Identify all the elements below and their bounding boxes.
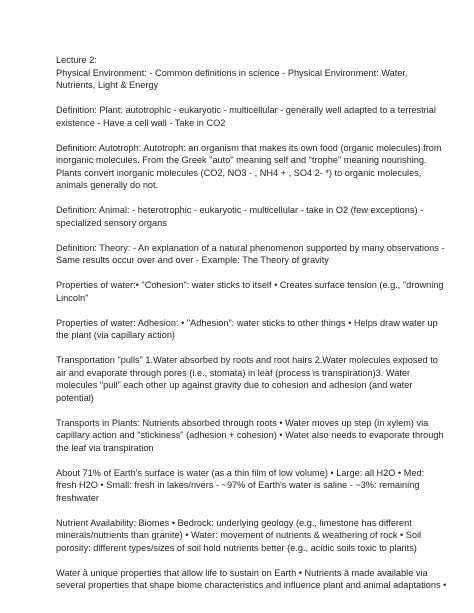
paragraph-definition-theory <box>56 242 445 267</box>
text-line: specialized sensory organs <box>56 217 167 228</box>
paragraph-gap <box>56 404 426 417</box>
text-line: minerals/nutrients than granite) • Water: movement of nutrients & weathering of rock • Soil <box>56 530 422 540</box>
text-line: the plant (via capillary action) <box>56 330 175 340</box>
text-line: Transportation "pulls" 1.Water absorbed by roots and root hairs 2.Water molecules exposed to <box>56 355 438 365</box>
text-line: fresh H2O • Small: fresh in lakes/rivers - ~97% of Earth's water is saline - ~3%: remaining <box>56 480 420 490</box>
paragraph-gap <box>56 342 426 355</box>
text-line: existence - Have a cell wall - Take in CO2 <box>56 117 226 128</box>
text-line: Plants convert inorganic molecules (CO2, NO3 - , NH4 + , SO4 2- *) to organic molecules, <box>56 167 422 178</box>
paragraph-adhesion <box>56 317 438 342</box>
paragraph-definition-autotroph <box>56 142 442 192</box>
text-line: several properties that shape biome characteristics and influence plant and animal adaptations • <box>56 580 447 590</box>
text-line: Definition: Animal: - heterotrophic - eukaryotic - multicellular - take in O2 (few exceptions) - <box>56 205 424 215</box>
text-line: Definition: Autotroph: Autotroph: an organism that makes its own food (organic molecules) from <box>56 142 442 153</box>
text-line: inorganic molecules. From the Greek "auto" meaning self and "trophe" meaning nourishing. <box>56 155 427 165</box>
text-line: potential) <box>56 392 94 403</box>
paragraph-water-summary <box>56 567 447 592</box>
text-line: Same results occur over and over - Example: The Theory of gravity <box>56 255 329 265</box>
text-line: animals generally do not. <box>56 180 159 190</box>
text-line: Properties of water: Adhesion: • "Adhesion": water sticks to other things • Helps draw water up <box>56 317 438 328</box>
text-line: the leaf via transpiration <box>56 442 154 453</box>
text-line: freshwater <box>56 492 99 503</box>
text-line: Definition: Plant: autotrophic - eukaryotic - multicellular - generally well adapted to a terrestrial <box>56 105 436 115</box>
paragraph-gap <box>56 554 426 567</box>
paragraph-transportation-pulls <box>56 354 438 404</box>
text-line: porosity: different types/sizes of soil hold nutrients better (e.g., acidic soils toxic to plants) <box>56 542 417 553</box>
paragraph-gap <box>56 267 426 280</box>
paragraph-earth-water <box>56 467 426 505</box>
text-line: Lecture 2: <box>56 55 97 65</box>
text-line: Lincoln" <box>56 292 89 303</box>
paragraph-definition-animal <box>56 204 426 229</box>
text-line: Water â unique properties that allow life to sustain on Earth • Nutrients â made available via <box>56 567 428 578</box>
text-line: About 71% of Earth's surface is water (as a thin film of low volume) • Large: all H2O • Med: <box>56 467 425 478</box>
text-line: Physical Environment: - Common definitions in science - Physical Environment: Water, <box>56 67 408 78</box>
paragraph-nutrient-availability <box>56 517 426 555</box>
paragraph-gap <box>56 92 426 105</box>
paragraph-gap <box>56 304 426 317</box>
text-line: Transports in Plants: Nutrients absorbed through roots • Water moves up step (in xylem) via <box>56 417 429 428</box>
paragraph-definition-plant <box>56 104 436 129</box>
paragraph-gap <box>56 504 426 517</box>
paragraph-transports-in-plants <box>56 417 444 455</box>
paragraph-cohesion <box>56 279 444 304</box>
paragraph-lecture-heading <box>56 54 426 92</box>
text-line: Nutrient Availability: Biomes • Bedrock: underlying geology (e.g., limestone has different <box>56 517 412 528</box>
text-line: Properties of water:• "Cohesion": water sticks to itself • Creates surface tension (e.g., "drowning <box>56 280 444 290</box>
text-line: Definition: Theory: - An explanation of a natural phenomenon supported by many observations - <box>56 242 445 253</box>
paragraph-gap <box>56 129 426 142</box>
paragraph-gap <box>56 192 426 205</box>
paragraph-gap <box>56 454 426 467</box>
text-line: molecules "pull" each other up against gravity due to cohesion and adhesion (and water <box>56 380 413 390</box>
text-line: Nutrients, Light & Energy <box>56 80 159 90</box>
paragraph-gap <box>56 229 426 242</box>
text-line: air and evaporate through pores (i.e., stomata) in leaf (process is transpiration)3. Water <box>56 367 411 378</box>
text-line: capillary action and "stickiness" (adhesion + cohesion) • Water also needs to evaporate through <box>56 430 444 440</box>
